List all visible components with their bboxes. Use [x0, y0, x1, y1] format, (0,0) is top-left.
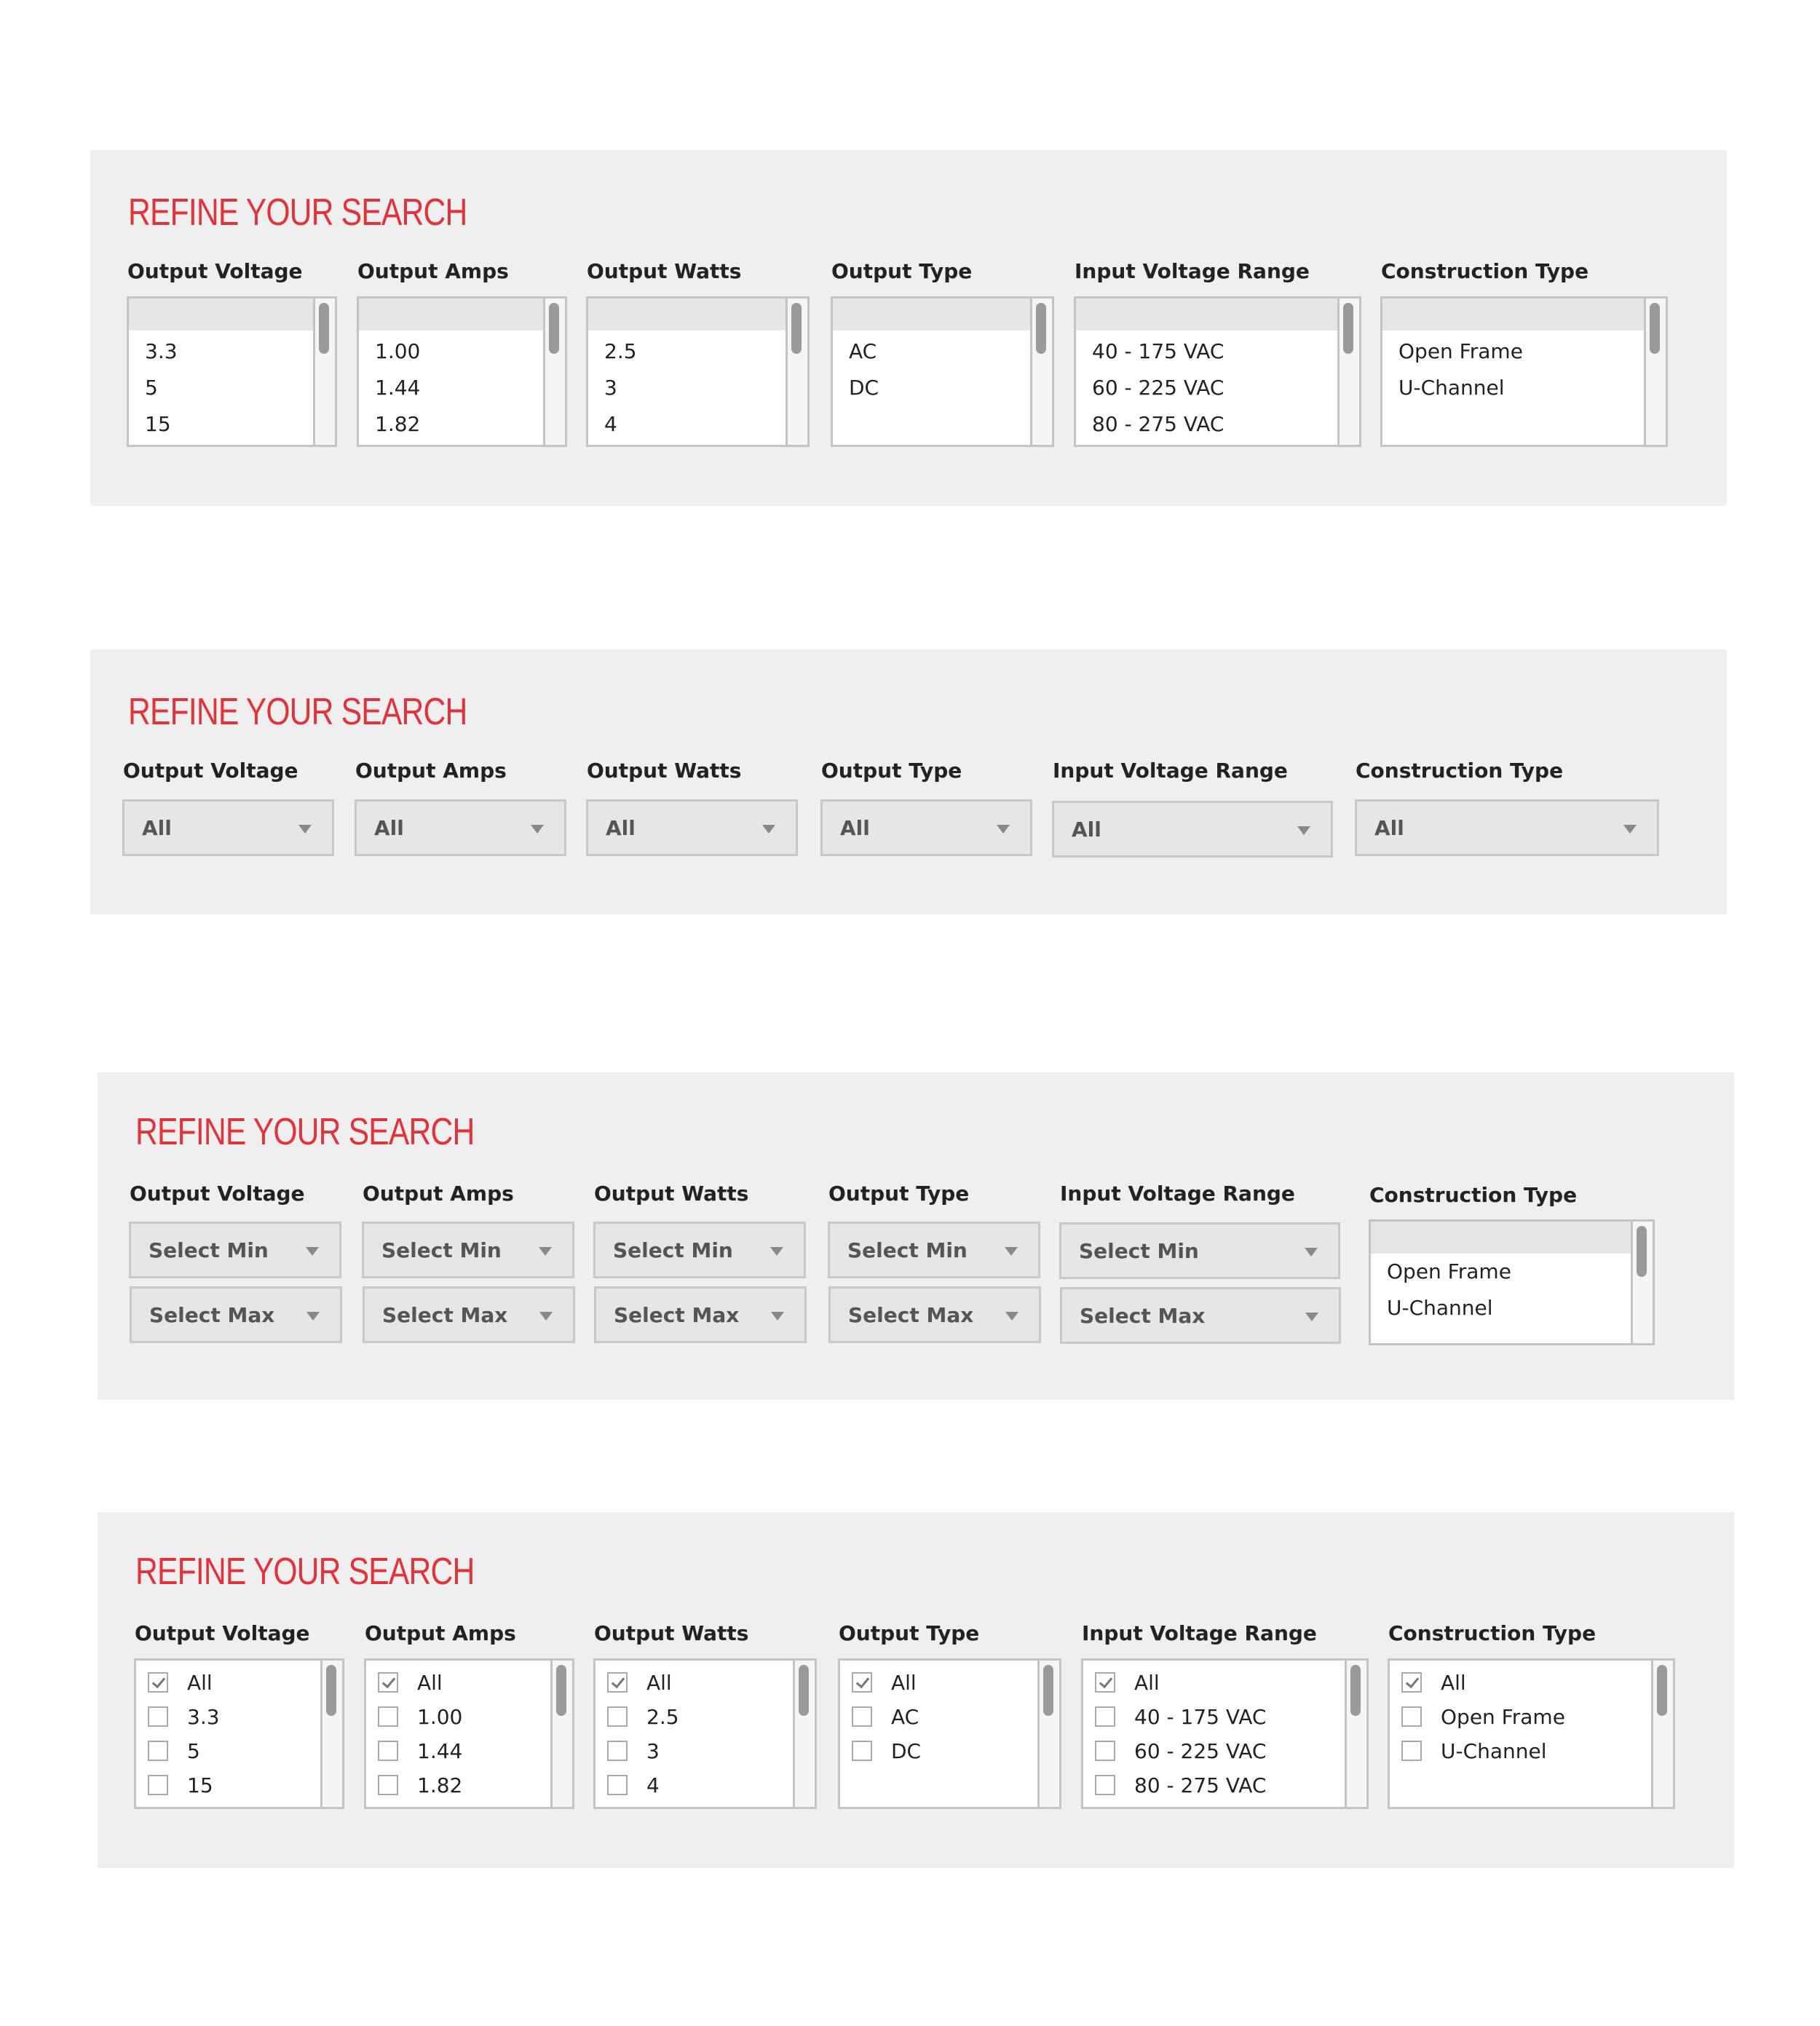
scrollbar-thumb[interactable] [319, 303, 329, 354]
output-watts-checklist[interactable] [593, 1658, 817, 1809]
list-option[interactable]: 5 [145, 376, 158, 400]
list-option[interactable]: U-Channel [1398, 376, 1505, 400]
triangle-down-icon [1305, 1248, 1318, 1257]
triangle-down-icon [298, 825, 312, 834]
select-value: All [840, 816, 870, 840]
triangle-down-icon [306, 1247, 319, 1256]
filter-output-watts [594, 1621, 748, 1645]
select-value: Select Min [613, 1238, 733, 1262]
list-option[interactable]: 1.82 [375, 412, 421, 436]
checkbox[interactable] [148, 1741, 168, 1761]
triangle-down-icon [531, 825, 544, 834]
select-value: Select Max [382, 1303, 508, 1327]
output-watts-select[interactable] [586, 799, 798, 856]
filter-label: Output Amps [363, 1182, 514, 1206]
scrollbar[interactable] [543, 298, 565, 445]
triangle-down-icon [539, 1312, 553, 1321]
list-option[interactable]: U-Channel [1387, 1296, 1493, 1320]
input-voltage-range-checklist[interactable] [1081, 1658, 1369, 1809]
filter-label: Input Voltage Range [1060, 1182, 1295, 1206]
filter-label: Output Watts [594, 1182, 749, 1206]
filter-label: Output Voltage [130, 1182, 305, 1206]
scrollbar[interactable] [1345, 1661, 1366, 1807]
scrollbar[interactable] [1037, 1661, 1059, 1807]
scrollbar-thumb[interactable] [556, 1665, 566, 1716]
scrollbar-thumb[interactable] [1657, 1665, 1667, 1716]
output-amps-listbox[interactable] [357, 296, 567, 447]
scrollbar-thumb[interactable] [1343, 303, 1353, 354]
checkbox-label: All [891, 1671, 917, 1695]
scrollbar-thumb[interactable] [799, 1665, 809, 1716]
output-watts-listbox[interactable] [586, 296, 810, 447]
select-value: All [606, 816, 636, 840]
filter-output-amps [355, 759, 507, 783]
checkbox-label: U-Channel [1441, 1739, 1547, 1763]
scrollbar-thumb[interactable] [549, 303, 559, 354]
refine-panel-min-max [98, 1072, 1734, 1400]
list-option[interactable]: 3 [604, 376, 617, 400]
checkbox[interactable] [607, 1741, 628, 1761]
filter-label: Construction Type [1388, 1621, 1597, 1645]
scrollbar[interactable] [550, 1661, 572, 1807]
output-voltage-max-select[interactable] [130, 1286, 342, 1343]
filter-input-voltage-range [1075, 259, 1310, 283]
filter-construction-type [1381, 259, 1588, 283]
checkbox-label: DC [891, 1739, 922, 1763]
checkbox-label: All [417, 1671, 443, 1695]
checkbox-label: 1.00 [417, 1705, 463, 1729]
checkbox[interactable] [852, 1741, 872, 1761]
filter-output-voltage [135, 1621, 310, 1645]
checkbox-label: 60 - 225 VAC [1134, 1739, 1267, 1763]
filter-label: Output Type [831, 259, 973, 283]
checkbox[interactable] [607, 1706, 628, 1727]
scrollbar[interactable] [1337, 298, 1359, 445]
filter-label: Output Amps [365, 1621, 516, 1645]
checkbox[interactable] [1095, 1706, 1115, 1727]
filter-label: Output Voltage [123, 759, 298, 783]
triangle-down-icon [1623, 825, 1637, 834]
triangle-down-icon [1297, 826, 1310, 835]
triangle-down-icon [306, 1312, 320, 1321]
select-value: Select Max [149, 1303, 275, 1327]
checkbox[interactable] [1401, 1741, 1422, 1761]
scrollbar[interactable] [1631, 1222, 1653, 1343]
checkbox[interactable] [378, 1741, 398, 1761]
checkbox[interactable] [378, 1706, 398, 1727]
select-value: Select Min [149, 1238, 269, 1262]
checkbox-label: All [187, 1671, 213, 1695]
scrollbar[interactable] [1651, 1661, 1673, 1807]
list-option[interactable]: 40 - 175 VAC [1092, 339, 1224, 363]
construction-type-listbox[interactable] [1369, 1219, 1655, 1345]
panel-heading: REFINE YOUR SEARCH [135, 1551, 475, 1593]
checkbox-all[interactable] [378, 1672, 398, 1693]
scrollbar-thumb[interactable] [1350, 1665, 1361, 1716]
input-voltage-range-select[interactable] [1052, 801, 1333, 858]
select-value: Select Min [381, 1238, 502, 1262]
list-option[interactable]: AC [849, 339, 877, 363]
checkbox[interactable] [1095, 1741, 1115, 1761]
checkbox-label: 3.3 [187, 1705, 220, 1729]
filter-input-voltage-range [1082, 1621, 1317, 1645]
checkbox-label: 4 [646, 1773, 660, 1797]
filter-label: Output Watts [594, 1621, 749, 1645]
scrollbar[interactable] [1644, 298, 1666, 445]
list-option[interactable]: 3.3 [145, 339, 178, 363]
checkbox[interactable] [1401, 1706, 1422, 1727]
checkbox-label: 80 - 275 VAC [1134, 1773, 1267, 1797]
checkbox[interactable] [1095, 1775, 1115, 1795]
list-option[interactable]: Open Frame [1387, 1259, 1511, 1283]
checkbox[interactable] [607, 1775, 628, 1795]
select-value: Select Max [614, 1303, 740, 1327]
refine-panel-checkboxes [98, 1512, 1734, 1868]
select-value: All [374, 816, 404, 840]
output-voltage-select[interactable] [122, 799, 334, 856]
output-type-min-select[interactable] [828, 1222, 1040, 1278]
triangle-down-icon [1305, 1313, 1318, 1321]
checkbox-label: All [1134, 1671, 1160, 1695]
scrollbar-thumb[interactable] [326, 1665, 336, 1716]
filter-output-type [821, 759, 962, 783]
panel-heading: REFINE YOUR SEARCH [128, 691, 467, 733]
checkbox-all[interactable] [1095, 1672, 1115, 1693]
output-type-select[interactable] [820, 799, 1032, 856]
refine-panel-listbox [90, 150, 1727, 506]
triangle-down-icon [539, 1247, 552, 1256]
checkbox-all[interactable] [148, 1672, 168, 1693]
triangle-down-icon [762, 825, 775, 834]
filter-label: Input Voltage Range [1053, 759, 1288, 783]
filter-label: Output Amps [357, 259, 509, 283]
checkbox-label: 15 [187, 1773, 213, 1797]
filter-construction-type [1369, 1183, 1577, 1207]
filter-label: Input Voltage Range [1075, 259, 1310, 283]
filter-output-watts [587, 759, 741, 783]
scrollbar-thumb[interactable] [1036, 303, 1046, 354]
filter-label: Input Voltage Range [1082, 1621, 1317, 1645]
triangle-down-icon [1005, 1312, 1018, 1321]
list-option[interactable]: 1.00 [375, 339, 421, 363]
checkbox-label: 1.44 [417, 1739, 463, 1763]
scrollbar[interactable] [786, 298, 807, 445]
list-option[interactable]: 4 [604, 412, 617, 436]
filter-output-type [831, 259, 972, 283]
filter-construction-type [1388, 1621, 1596, 1645]
filter-input-voltage-range [1053, 759, 1288, 783]
checkbox-label: All [1441, 1671, 1466, 1695]
select-value: All [142, 816, 172, 840]
output-watts-max-select[interactable] [594, 1286, 807, 1343]
construction-type-listbox[interactable] [1380, 296, 1668, 447]
filter-output-type [828, 1182, 969, 1206]
output-amps-select[interactable] [355, 799, 566, 856]
output-type-listbox[interactable] [831, 296, 1054, 447]
scrollbar[interactable] [793, 1661, 815, 1807]
panel-heading: REFINE YOUR SEARCH [128, 191, 467, 234]
checkbox[interactable] [378, 1775, 398, 1795]
select-value: All [1374, 816, 1404, 840]
filter-label: Output Voltage [135, 1621, 310, 1645]
output-amps-max-select[interactable] [363, 1286, 575, 1343]
list-option[interactable]: 15 [145, 412, 171, 436]
triangle-down-icon [771, 1312, 784, 1321]
scrollbar-thumb[interactable] [1637, 1226, 1647, 1277]
refine-panel-dropdowns [90, 649, 1727, 914]
list-option[interactable]: DC [849, 376, 879, 400]
checkbox[interactable] [148, 1775, 168, 1795]
filter-output-amps [365, 1621, 516, 1645]
select-value: Select Min [1079, 1239, 1199, 1263]
select-value: Select Max [1080, 1304, 1206, 1328]
input-voltage-range-min-select[interactable] [1059, 1222, 1340, 1279]
filter-label: Construction Type [1381, 259, 1589, 283]
filter-label: Output Watts [587, 259, 742, 283]
scrollbar-thumb[interactable] [1043, 1665, 1053, 1716]
checkbox[interactable] [148, 1706, 168, 1727]
select-value: Select Min [847, 1238, 968, 1262]
output-watts-min-select[interactable] [593, 1222, 806, 1278]
checkbox-label: All [646, 1671, 672, 1695]
construction-type-select[interactable] [1355, 799, 1659, 856]
list-option[interactable]: 2.5 [604, 339, 637, 363]
output-amps-min-select[interactable] [362, 1222, 574, 1278]
checkbox-label: 5 [187, 1739, 200, 1763]
filter-label: Output Type [828, 1182, 970, 1206]
select-value: Select Max [848, 1303, 974, 1327]
input-voltage-range-listbox[interactable] [1074, 296, 1361, 447]
filter-label: Output Type [821, 759, 962, 783]
output-voltage-listbox[interactable] [127, 296, 337, 447]
checkbox-all[interactable] [607, 1672, 628, 1693]
filter-output-voltage [123, 759, 298, 783]
output-amps-checklist[interactable] [364, 1658, 574, 1809]
scrollbar[interactable] [1030, 298, 1052, 445]
checkbox-label: Open Frame [1441, 1705, 1565, 1729]
checkbox[interactable] [852, 1706, 872, 1727]
triangle-down-icon [770, 1247, 783, 1256]
list-option[interactable]: 60 - 225 VAC [1092, 376, 1224, 400]
panel-heading: REFINE YOUR SEARCH [135, 1111, 475, 1153]
checkbox-label: 1.82 [417, 1773, 463, 1797]
filter-output-voltage [130, 1182, 305, 1206]
filter-output-amps [363, 1182, 514, 1206]
filter-label: Construction Type [1356, 759, 1564, 783]
output-voltage-checklist[interactable] [134, 1658, 344, 1809]
triangle-down-icon [1005, 1247, 1018, 1256]
output-type-checklist[interactable] [838, 1658, 1061, 1809]
filter-output-amps [357, 259, 509, 283]
filter-label: Output Watts [587, 759, 742, 783]
list-option[interactable]: 1.44 [375, 376, 421, 400]
scrollbar-thumb[interactable] [1650, 303, 1660, 354]
filter-output-watts [587, 259, 741, 283]
filter-output-type [839, 1621, 979, 1645]
filter-label: Output Amps [355, 759, 507, 783]
filter-label: Construction Type [1369, 1183, 1578, 1207]
output-type-max-select[interactable] [828, 1286, 1041, 1343]
filter-output-voltage [127, 259, 303, 283]
filter-construction-type [1356, 759, 1563, 783]
list-option[interactable]: Open Frame [1398, 339, 1523, 363]
construction-type-checklist[interactable] [1388, 1658, 1675, 1809]
scrollbar[interactable] [313, 298, 335, 445]
filter-input-voltage-range [1060, 1182, 1295, 1206]
checkbox-label: AC [891, 1705, 919, 1729]
output-voltage-min-select[interactable] [129, 1222, 341, 1278]
checkbox-label: 3 [646, 1739, 660, 1763]
filter-label: Output Voltage [127, 259, 303, 283]
checkbox-all[interactable] [852, 1672, 872, 1693]
input-voltage-range-max-select[interactable] [1060, 1287, 1341, 1344]
filter-label: Output Type [839, 1621, 980, 1645]
checkbox-all[interactable] [1401, 1672, 1422, 1693]
checkbox-label: 40 - 175 VAC [1134, 1705, 1267, 1729]
scrollbar[interactable] [320, 1661, 342, 1807]
checkbox-label: 2.5 [646, 1705, 679, 1729]
scrollbar-thumb[interactable] [791, 303, 802, 354]
filter-output-watts [594, 1182, 748, 1206]
triangle-down-icon [997, 825, 1010, 834]
list-option[interactable]: 80 - 275 VAC [1092, 412, 1224, 436]
select-value: All [1072, 818, 1101, 842]
